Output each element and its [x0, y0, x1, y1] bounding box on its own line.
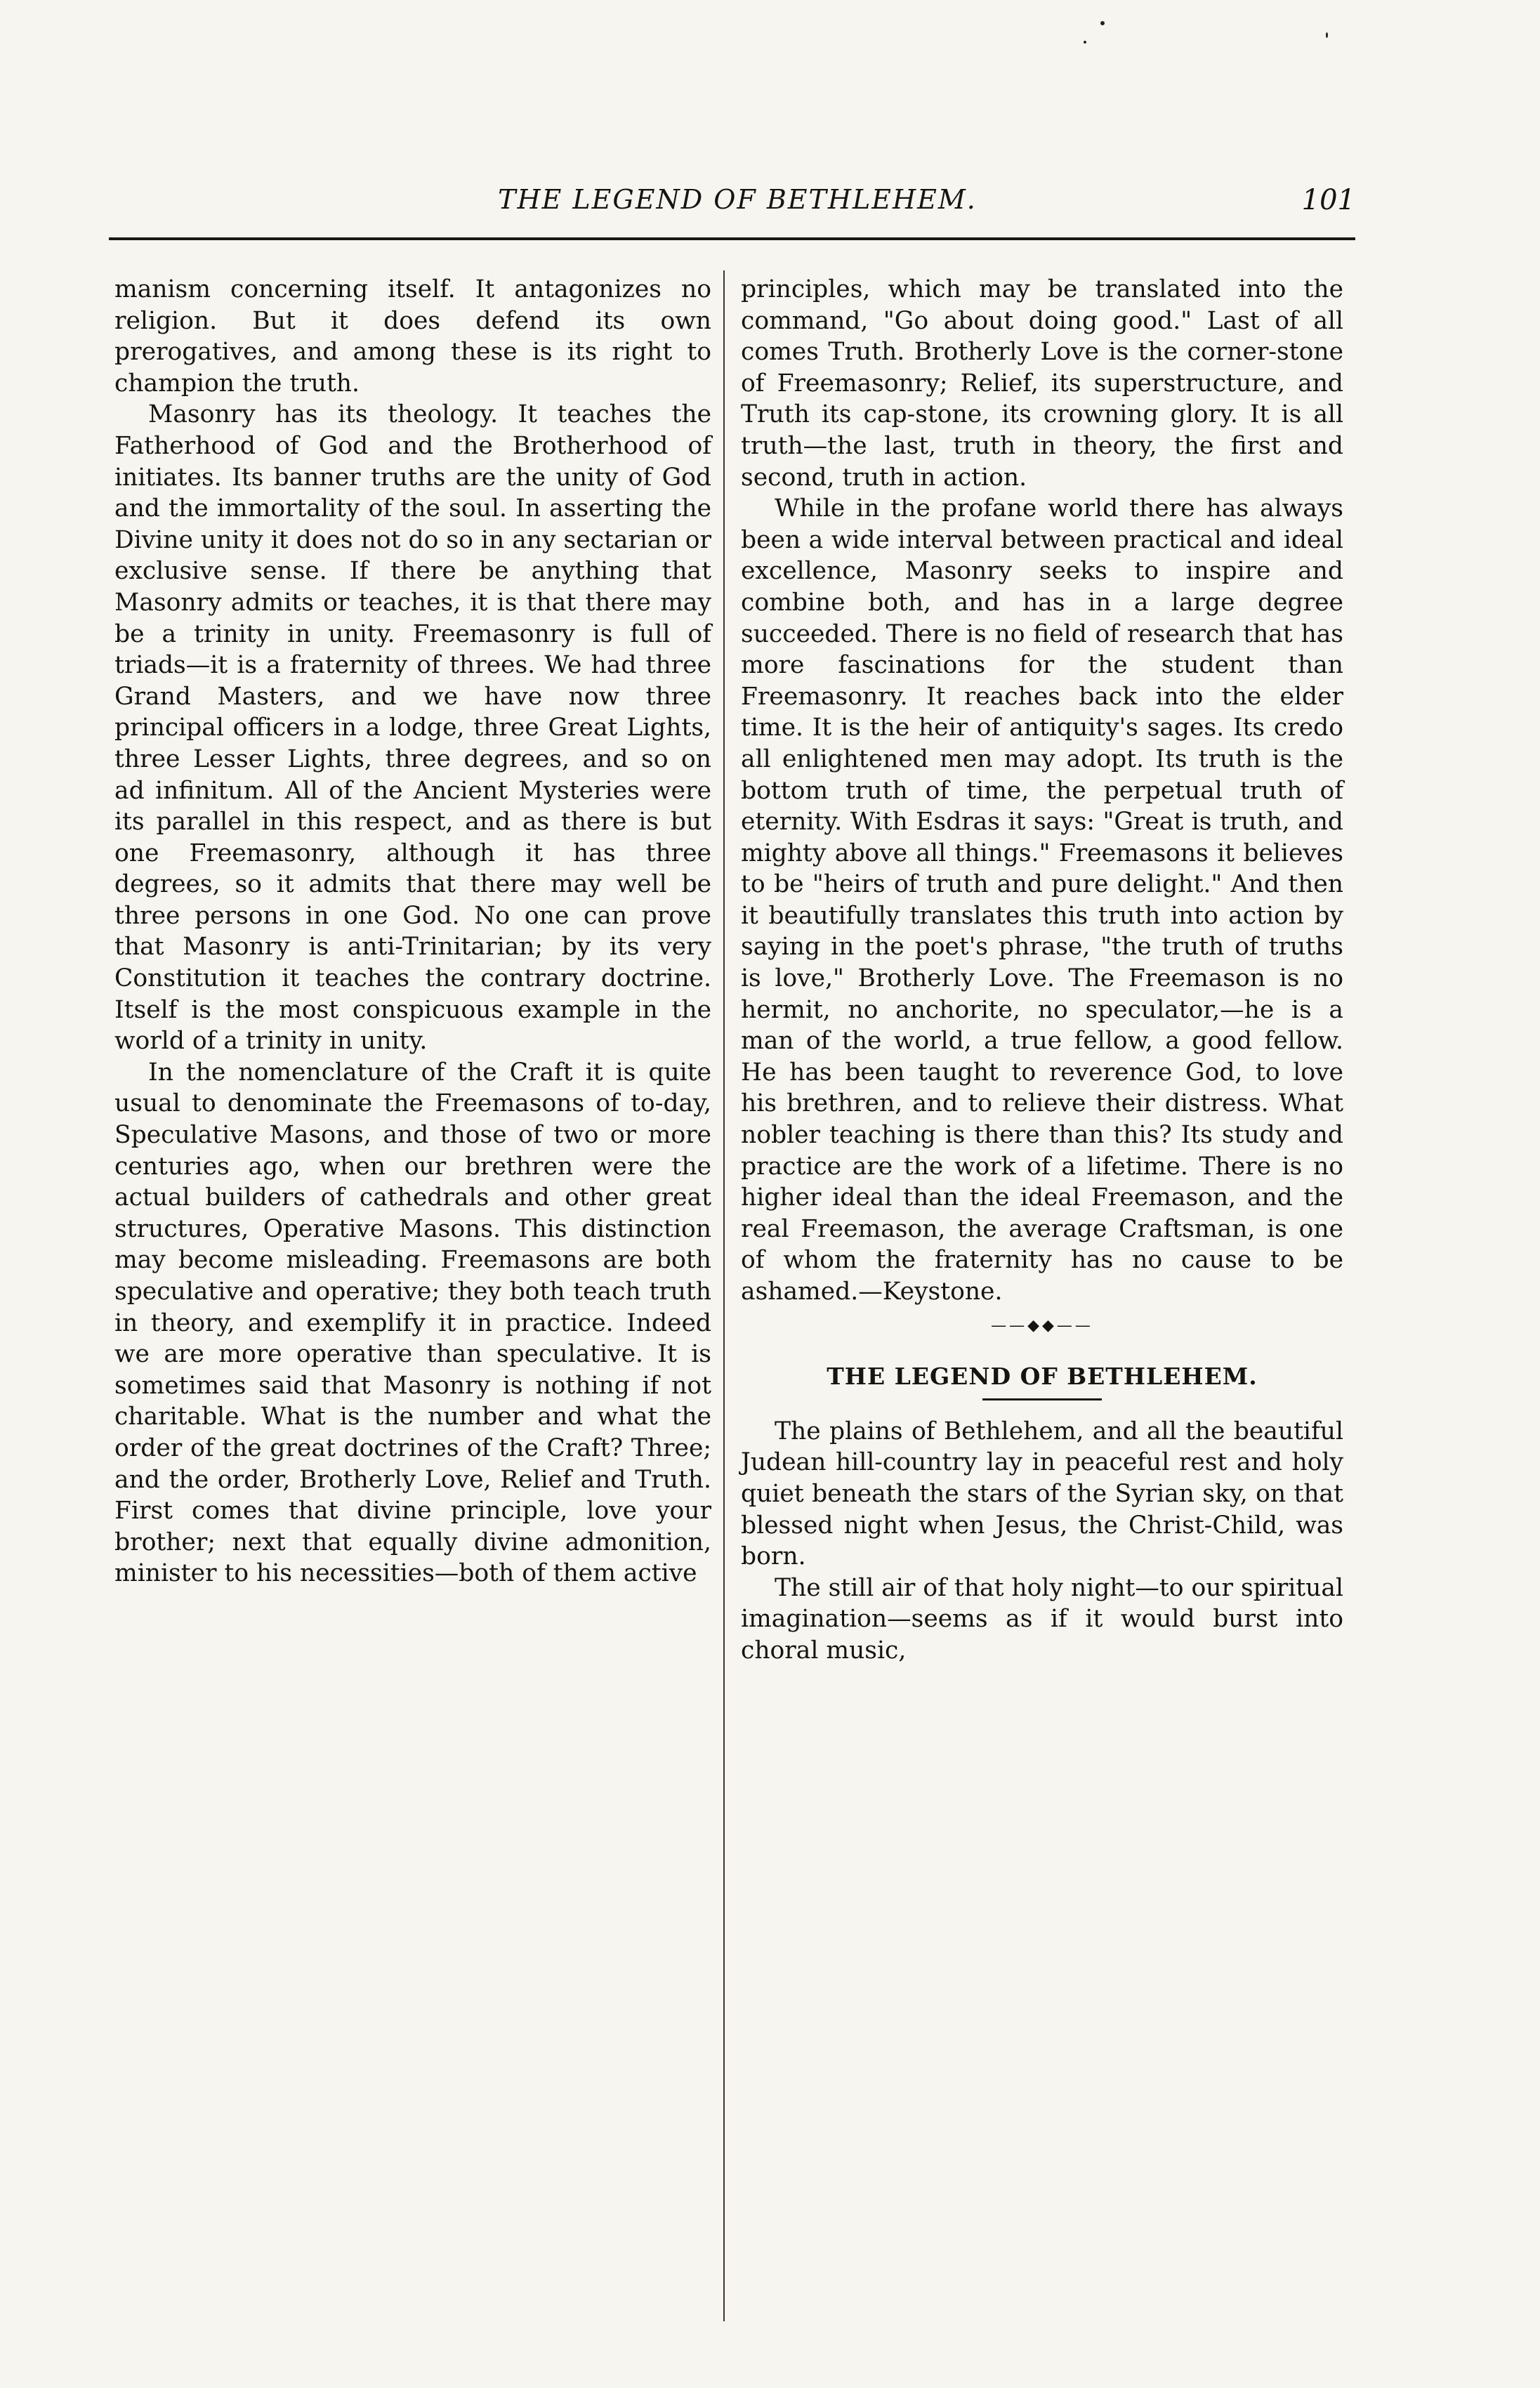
heading-rule: [982, 1398, 1102, 1400]
running-title: THE LEGEND OF BETHLEHEM.: [498, 184, 977, 215]
column-divider: [723, 270, 725, 2321]
paragraph: In the nomenclature of the Craft it is quite usual to denominate the Freemasons of to-day, Speculative Masons, and those of two or more centuries ago, when our brethren were the actual builders of cathedrals and other great structures, Operative Masons. This distinction may become misleading. Freemasons are both speculative and operative; they both teach truth in theory, and exemplify it in practice. Indeed we are more operative than speculative. It is sometimes said that Masonry is nothing if not charitable. What is the number and what the order of the great doctrines of the Craft? Three; and the order, Brotherly Love, Relief and Truth. First comes that divine principle, love your brother; next that equally divine admonition, minister to his necessities—both of them active: [114, 1058, 711, 1588]
right-column: [741, 274, 1343, 1667]
ink-speck: [1100, 21, 1105, 25]
header-rule: [109, 237, 1355, 240]
paragraph: manism concerning itself. It antagonizes no religion. But it does defend its own prerogatives, and among these is its right to champion the truth.: [114, 275, 711, 398]
page-header: [119, 184, 1355, 226]
paragraph: principles, which may be translated into the command, "Go about doing good." Last of all comes Truth. Brotherly Love is the corner-stone of Freemasonry; Relief, its superstructure, and Truth its cap-stone, its crowning glory. It is all truth—the last, truth in theory, the first and second, truth in action.: [741, 275, 1343, 492]
paragraph: The plains of Bethlehem, and all the beautiful Judean hill-country lay in peaceful rest and holy quiet beneath the stars of the Syrian sky, on that blessed night when Jesus, the Christ-Child, was born.: [741, 1417, 1343, 1571]
section-ornament: ——◆◆——: [991, 1316, 1093, 1334]
paragraph: While in the profane world there has always been a wide interval between practical and ideal excellence, Masonry seeks to inspire and combine both, and has in a large degree succeeded. There is no field of research that has more fascinations for the student than Freemasonry. It reaches back into the elder time. It is the heir of antiquity's sages. Its credo all enlightened men may adopt. Its truth is the bottom truth of time, the perpetual truth of eternity. With Esdras it says: "Great is truth, and mighty above all things." Freemasons it believes to be "heirs of truth and pure delight." And then it beautifully translates this truth into action by saying in the poet's phrase, "the truth of truths is love," Brotherly Love. The Freemason is no hermit, no anchorite, no speculator,—he is a man of the world, a true fellow, a good fellow. He has been taught to reverence God, to love his brethren, and to relieve their distress. What nobler teaching is there than this? Its study and practice are the work of a lifetime. There is no higher ideal than the ideal Freemason, and the real Freemason, the average Craftsman, is one of whom the fraternity has no cause to be ashamed.—Keystone.: [741, 494, 1343, 1306]
paragraph: Masonry has its theology. It teaches the Fatherhood of God and the Brotherhood of initiates. Its banner truths are the unity of God and the immortality of the soul. In asserting the Divine unity it does not do so in any sectarian or exclusive sense. If there be anything that Masonry admits or teaches, it is that there may be a trinity in unity. Freemasonry is full of triads—it is a fraternity of threes. We had three Grand Masters, and we have now three principal officers in a lodge, three Great Lights, three Lesser Lights, three degrees, and so on ad infinitum. All of the Ancient Mysteries were its parallel in this respect, and as there is but one Freemasonry, although it has three degrees, so it admits that there may well be three persons in one God. No one can prove that Masonry is anti-Trinitarian; by its very Constitution it teaches the contrary doctrine. Itself is the most conspicuous example in the world of a trinity in unity.: [114, 400, 711, 1056]
ink-speck: [1326, 32, 1328, 38]
page-number: 101: [1301, 184, 1355, 216]
ink-speck: [1084, 41, 1086, 44]
paragraph: The still air of that holy night—to our spiritual imagination—seems as if it would burst into choral music,: [741, 1573, 1343, 1665]
left-column: [114, 274, 711, 1589]
section-heading: THE LEGEND OF BETHLEHEM.: [827, 1363, 1258, 1391]
